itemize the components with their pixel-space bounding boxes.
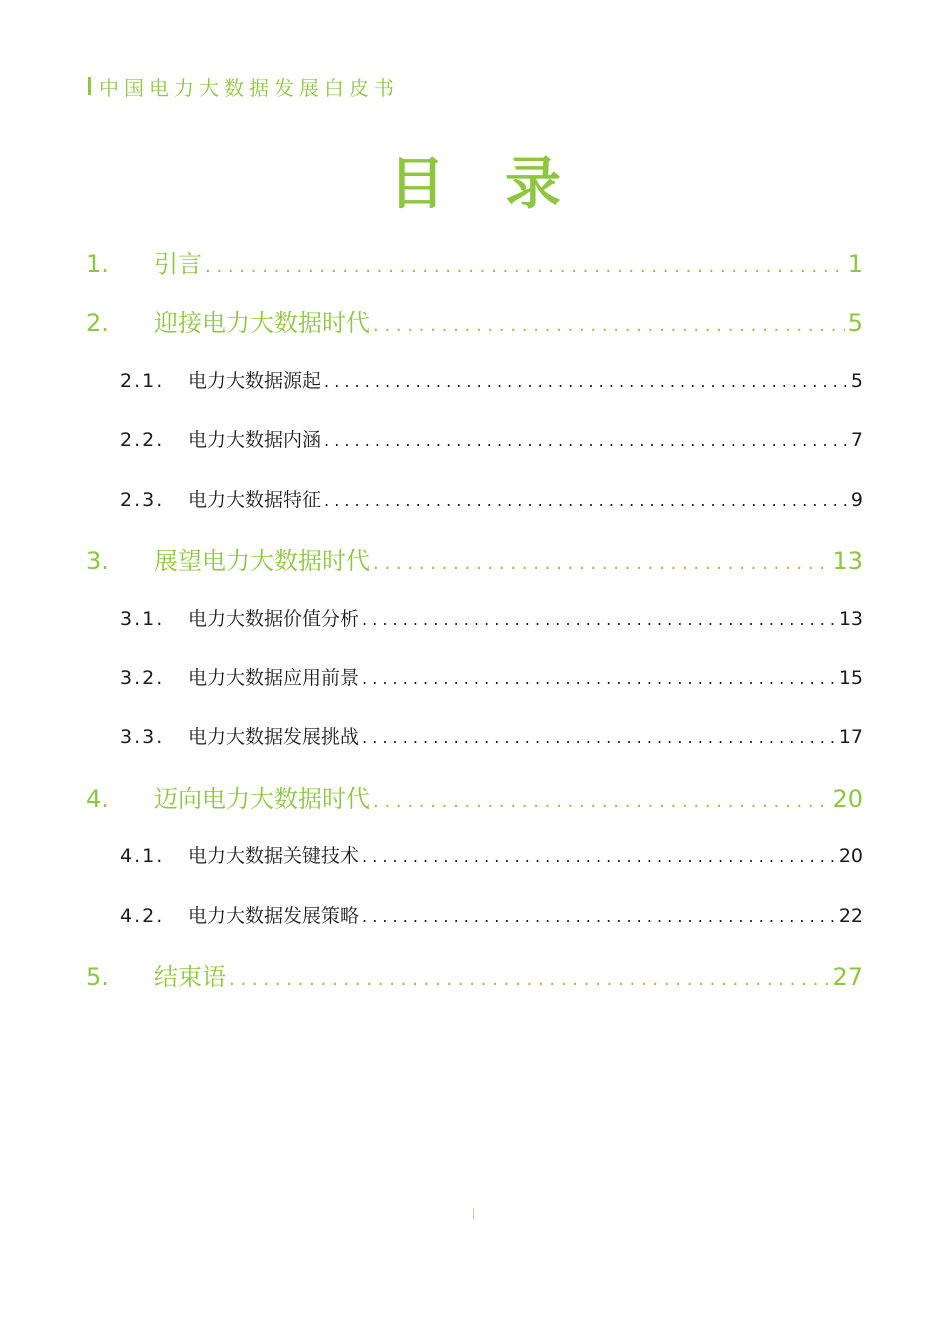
toc-entry-label: 电力大数据发展策略 — [188, 905, 360, 927]
toc-leader-dots — [324, 491, 848, 510]
toc-entry-label: 电力大数据应用前景 — [188, 667, 360, 689]
toc-title: 目录 — [389, 151, 621, 217]
toc-entry-page: 1 — [847, 250, 863, 278]
toc-leader-dots — [362, 610, 836, 629]
toc-entry-number: 4.1. — [120, 845, 165, 867]
toc-entry-4[interactable] — [86, 779, 863, 814]
toc-entry-2[interactable] — [86, 303, 863, 338]
toc-entry-4-1[interactable] — [120, 841, 863, 868]
toc-entry-label: 电力大数据内涵 — [188, 429, 322, 451]
toc-entry-number: 3.2. — [120, 667, 165, 689]
toc-leader-dots — [205, 256, 845, 277]
toc-entry-label: 电力大数据源起 — [188, 370, 322, 392]
toc-entry-number: 1. — [86, 250, 109, 278]
toc-entry-label: 电力大数据发展挑战 — [188, 726, 360, 748]
toc-leader-dots — [362, 669, 836, 688]
toc-entry-page: 17 — [838, 726, 863, 748]
toc-leader-dots — [373, 553, 829, 574]
toc-leader-dots — [362, 907, 836, 926]
toc-entry-page: 5 — [850, 370, 863, 392]
toc-entry-1[interactable] — [86, 244, 863, 279]
toc-entry-number: 2.2. — [120, 429, 165, 451]
toc-entry-page: 20 — [832, 785, 863, 813]
toc-leader-dots — [373, 315, 845, 336]
toc-entry-3-3[interactable] — [120, 722, 863, 749]
header-bar-icon — [88, 77, 91, 95]
toc-entry-number: 4. — [86, 785, 109, 813]
toc-entry-number: 4.2. — [120, 905, 165, 927]
toc-entry-number: 3. — [86, 547, 109, 575]
toc-entry-label: 迎接电力大数据时代 — [154, 309, 370, 337]
toc-entry-2-1[interactable] — [120, 366, 863, 393]
toc-leader-dots — [373, 791, 829, 812]
toc-entry-label: 迈向电力大数据时代 — [154, 785, 370, 813]
toc-entry-label: 展望电力大数据时代 — [154, 547, 370, 575]
toc-entry-page: 27 — [832, 963, 863, 991]
toc-entry-page: 20 — [838, 845, 863, 867]
toc-entry-label: 引言 — [154, 250, 202, 278]
toc-entry-page: 22 — [838, 905, 863, 927]
toc-leader-dots — [324, 372, 848, 391]
toc-entry-4-2[interactable] — [120, 901, 863, 928]
toc-entry-label: 电力大数据特征 — [188, 489, 322, 511]
toc-entry-number: 2. — [86, 309, 109, 337]
toc-leader-dots — [229, 969, 829, 990]
toc-entry-label: 结束语 — [154, 963, 226, 991]
toc-leader-dots — [362, 728, 836, 747]
toc-entry-page: 9 — [850, 489, 863, 511]
toc-entry-page: 13 — [832, 547, 863, 575]
toc-entry-3-1[interactable] — [120, 604, 863, 631]
header-title: 中国电力大数据发展白皮书 — [99, 75, 399, 100]
toc-leader-dots — [324, 431, 848, 450]
toc-entry-number: 2.3. — [120, 489, 165, 511]
toc-leader-dots — [362, 847, 836, 866]
toc-entry-number: 3.3. — [120, 726, 165, 748]
toc-entry-number: 3.1. — [120, 608, 165, 630]
document-header — [88, 72, 399, 100]
toc-entry-page: 13 — [838, 608, 863, 630]
toc-entry-3[interactable] — [86, 541, 863, 576]
page-footer-mark — [473, 1208, 474, 1219]
toc-entry-5[interactable] — [86, 957, 863, 992]
toc-entry-2-2[interactable] — [120, 425, 863, 452]
toc-entry-label: 电力大数据价值分析 — [188, 608, 360, 630]
toc-entry-label: 电力大数据关键技术 — [188, 845, 360, 867]
toc-entry-2-3[interactable] — [120, 485, 863, 512]
toc-entry-number: 5. — [86, 963, 109, 991]
toc-entry-3-2[interactable] — [120, 663, 863, 690]
toc-entry-number: 2.1. — [120, 370, 165, 392]
toc-entry-page: 15 — [838, 667, 863, 689]
toc-entry-page: 5 — [847, 309, 863, 337]
toc-entry-page: 7 — [850, 429, 863, 451]
